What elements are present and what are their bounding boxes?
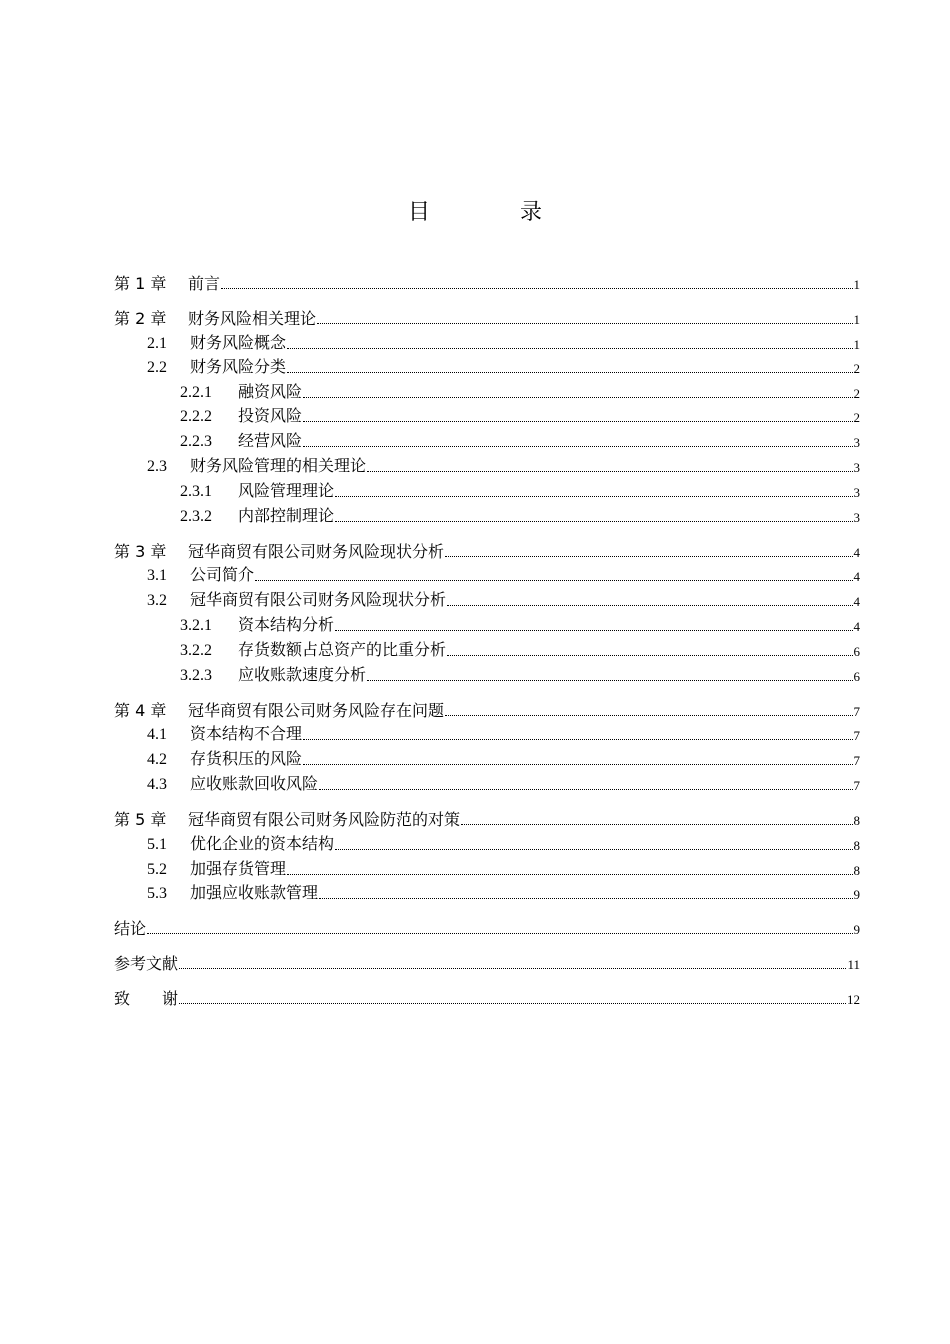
toc-entry-number: 2.1 [147,335,167,352]
dot-leader [287,873,852,875]
toc-entry-title: 财务风险分类 [190,359,287,376]
toc-entry-page: 2 [853,361,860,376]
toc-entry-number: 4.3 [147,776,167,793]
dot-leader [303,420,852,422]
toc-entry-page: 3 [853,485,860,500]
toc-entry-title: 投资风险 [238,408,303,425]
toc-entry-page: 9 [853,887,860,902]
toc-entry-page: 4 [853,594,860,609]
toc-entry-chapter-2[interactable] [114,307,860,329]
toc-entry-number: 4.1 [147,726,167,743]
toc-entry-page: 1 [853,312,860,327]
toc-entry-title: 应收账款回收风险 [190,776,319,793]
dot-leader [303,738,852,740]
toc-entry-title: 冠华商贸有限公司财务风险现状分析 [190,592,447,609]
dot-leader [447,604,852,606]
toc-entry-title: 致 谢 [114,989,179,1008]
toc-heading: 目 录 [407,200,576,225]
toc-entry-number: 第 4 章 [114,701,167,720]
toc-entry-subsection[interactable] [180,430,860,452]
dot-leader [367,470,852,472]
toc-entry-title: 冠华商贸有限公司财务风险现状分析 [188,542,445,561]
toc-entry-title: 前言 [188,274,221,293]
toc-entry-subsection[interactable] [180,664,860,686]
toc-entry-subsection[interactable] [180,505,860,527]
toc-entry-page: 3 [853,510,860,525]
toc-entry-number: 3.2.2 [180,642,212,659]
toc-entry-section[interactable] [147,455,860,477]
toc-entry-number: 3.1 [147,567,167,584]
dot-leader [221,287,852,289]
toc-entry-number: 2.2 [147,359,167,376]
toc-entry-title: 存货积压的风险 [190,751,303,768]
toc-entry-page: 9 [853,922,860,937]
toc-entry-number: 第 2 章 [114,309,167,328]
toc-entry-number: 2.2.2 [180,408,212,425]
toc-entry-number: 2.3 [147,458,167,475]
dot-leader [179,1002,846,1004]
toc-entry-section[interactable] [147,858,860,880]
toc-entry-page: 6 [853,644,860,659]
toc-entry-title: 资本结构分析 [238,617,335,634]
toc-entry-title: 财务风险管理的相关理论 [190,458,367,475]
toc-entry-number: 5.1 [147,836,167,853]
toc-entry-page: 8 [853,838,860,853]
toc-entry-title: 优化企业的资本结构 [190,836,335,853]
toc-entry-title: 风险管理理论 [238,483,335,500]
toc-entry-chapter-5[interactable] [114,808,860,830]
toc-entry-page: 7 [853,753,860,768]
toc-entry-section[interactable] [147,748,860,770]
toc-entry-subsection[interactable] [180,405,860,427]
toc-entry-page: 3 [853,435,860,450]
dot-leader [335,629,852,631]
dot-leader [303,396,852,398]
toc-entry-title: 应收账款速度分析 [238,667,367,684]
toc-entry-number: 4.2 [147,751,167,768]
toc-entry-page: 2 [853,386,860,401]
toc-entry-title: 存货数额占总资产的比重分析 [238,642,447,659]
toc-entry-number: 第 3 章 [114,542,167,561]
toc-entry-section[interactable] [147,882,860,904]
dot-leader [335,848,852,850]
dot-leader [447,654,852,656]
toc-entry-section[interactable] [147,773,860,795]
toc-entry-number: 3.2 [147,592,167,609]
dot-leader [287,347,852,349]
toc-entry-references[interactable] [114,952,860,974]
toc-entry-title: 冠华商贸有限公司财务风险存在问题 [188,701,445,720]
toc-entry-title: 内部控制理论 [238,508,335,525]
toc-entry-title: 资本结构不合理 [190,726,303,743]
toc-entry-chapter-3[interactable] [114,540,860,562]
dot-leader [461,823,852,825]
toc-entry-title: 财务风险相关理论 [188,309,317,328]
toc-entry-subsection[interactable] [180,614,860,636]
toc-entry-title: 冠华商贸有限公司财务风险防范的对策 [188,810,461,829]
toc-entry-section[interactable] [147,332,860,354]
dot-leader [445,555,852,557]
toc-entry-page: 7 [853,778,860,793]
toc-entry-page: 6 [853,669,860,684]
toc-entry-page: 1 [853,337,860,352]
toc-entry-number: 第 1 章 [114,274,167,293]
toc-entry-section[interactable] [147,356,860,378]
toc-entry-page: 7 [853,704,860,719]
toc-entry-section[interactable] [147,564,860,586]
toc-entry-section[interactable] [147,833,860,855]
toc-entry-page: 4 [853,569,860,584]
dot-leader [179,967,846,969]
toc-entry-page: 2 [853,410,860,425]
toc-entry-page: 1 [853,277,860,292]
toc-entry-number: 2.3.1 [180,483,212,500]
toc-entry-title: 结论 [114,919,147,938]
dot-leader [317,322,852,324]
toc-entry-acknowledgements[interactable] [114,987,860,1009]
dot-leader [255,579,852,581]
toc-entry-number: 3.2.3 [180,667,212,684]
toc-entry-chapter-1[interactable] [114,272,860,294]
toc-entry-number: 2.2.1 [180,384,212,401]
toc-entry-section[interactable] [147,589,860,611]
toc-entry-page: 11 [847,957,860,972]
toc-entry-number: 5.3 [147,885,167,902]
toc-entry-title: 公司简介 [190,567,255,584]
toc-entry-page: 8 [853,813,860,828]
toc-entry-title: 财务风险概念 [190,335,287,352]
toc-entry-chapter-4[interactable] [114,699,860,721]
toc-entry-page: 4 [853,619,860,634]
toc-entry-title: 加强存货管理 [190,861,287,878]
toc-entry-page: 4 [853,545,860,560]
toc-entry-conclusion[interactable] [114,917,860,939]
toc-entry-title: 经营风险 [238,433,303,450]
dot-leader [303,445,852,447]
toc-entry-subsection[interactable] [180,480,860,502]
dot-leader [303,763,852,765]
dot-leader [367,679,852,681]
dot-leader [335,495,852,497]
toc-entry-section[interactable] [147,723,860,745]
toc-entry-number: 5.2 [147,861,167,878]
dot-leader [445,714,852,716]
toc-entry-number: 2.2.3 [180,433,212,450]
dot-leader [319,897,852,899]
dot-leader [335,520,852,522]
toc-entry-page: 8 [853,863,860,878]
toc-entry-page: 7 [853,728,860,743]
dot-leader [147,932,852,934]
toc-entry-subsection[interactable] [180,639,860,661]
dot-leader [287,371,852,373]
toc-entry-title: 加强应收账款管理 [190,885,319,902]
toc-entry-title: 参考文献 [114,954,179,973]
toc-entry-number: 第 5 章 [114,810,167,829]
toc-entry-page: 12 [847,992,860,1007]
toc-entry-subsection[interactable] [180,381,860,403]
dot-leader [319,788,852,790]
toc-entry-title: 融资风险 [238,384,303,401]
toc-entry-number: 3.2.1 [180,617,212,634]
toc-entry-page: 3 [853,460,860,475]
toc-entry-number: 2.3.2 [180,508,212,525]
